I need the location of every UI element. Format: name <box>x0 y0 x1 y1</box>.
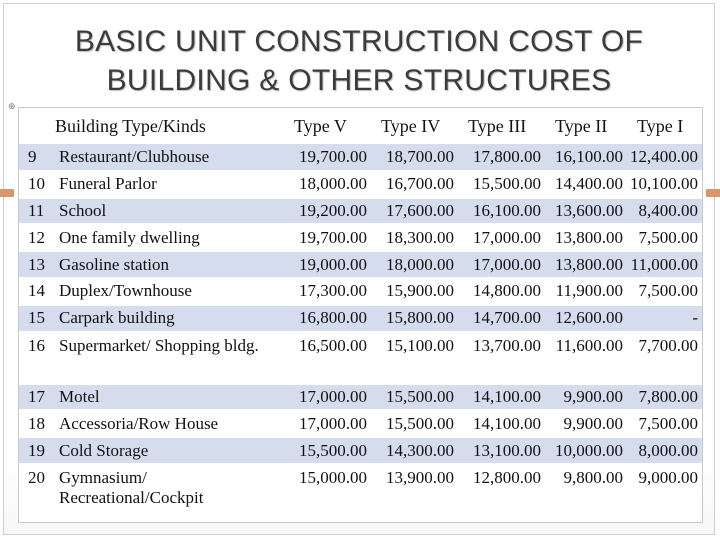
cost-type-iii: 14,700.00 <box>458 305 545 332</box>
table-container <box>18 107 703 523</box>
cost-type-ii: 14,400.00 <box>545 171 627 198</box>
move-handle-icon[interactable]: ⊕ <box>8 102 16 112</box>
building-kind: Cold Storage <box>59 437 284 464</box>
cost-type-iv: 13,900.00 <box>371 464 458 516</box>
row-number: 14 <box>19 278 59 305</box>
header-type-iii: Type III <box>468 115 527 136</box>
cost-type-v: 15,500.00 <box>284 437 371 464</box>
cost-type-v: 15,000.00 <box>284 464 371 516</box>
cost-type-v: 18,000.00 <box>284 171 371 198</box>
cost-type-ii: 9,900.00 <box>545 410 627 437</box>
header-type-ii: Type II <box>555 115 608 136</box>
cost-type-i: 8,400.00 <box>627 198 702 225</box>
building-kind: Accessoria/Row House <box>59 410 284 437</box>
cost-type-iv: 15,800.00 <box>371 305 458 332</box>
title-line-1: BASIC UNIT CONSTRUCTION COST OF <box>74 25 644 58</box>
cost-type-i: 11,000.00 <box>627 251 702 278</box>
building-kind: Gymnasium/ Recreational/Cockpit <box>59 464 284 516</box>
cost-type-iii: 14,100.00 <box>458 384 545 411</box>
building-kind: Duplex/Townhouse <box>59 278 284 305</box>
cost-type-iii: 14,800.00 <box>458 278 545 305</box>
cost-type-iii: 17,000.00 <box>458 224 545 251</box>
cost-type-ii: 11,600.00 <box>545 332 627 384</box>
cost-type-i: 7,800.00 <box>627 384 702 411</box>
cost-type-iv: 15,500.00 <box>371 384 458 411</box>
cost-type-i: 7,500.00 <box>627 410 702 437</box>
table-row <box>19 278 702 305</box>
cost-type-ii: 13,600.00 <box>545 198 627 225</box>
row-number: 20 <box>19 464 59 516</box>
cost-type-iii: 16,100.00 <box>458 198 545 225</box>
row-number: 19 <box>19 437 59 464</box>
cost-type-i: 8,000.00 <box>627 437 702 464</box>
cost-type-i: 12,400.00 <box>627 144 702 171</box>
table-row <box>19 144 702 171</box>
cost-type-ii: 13,800.00 <box>545 251 627 278</box>
cost-type-iv: 18,300.00 <box>371 224 458 251</box>
cost-type-iv: 15,100.00 <box>371 332 458 384</box>
cost-type-v: 16,800.00 <box>284 305 371 332</box>
cost-type-iv: 17,600.00 <box>371 198 458 225</box>
row-number: 18 <box>19 410 59 437</box>
cost-type-v: 19,000.00 <box>284 251 371 278</box>
slide-title <box>14 22 704 100</box>
cost-type-ii: 11,900.00 <box>545 278 627 305</box>
cost-type-i: 7,500.00 <box>627 224 702 251</box>
table-row <box>19 224 702 251</box>
table-row <box>19 198 702 225</box>
cost-type-ii: 16,100.00 <box>545 144 627 171</box>
header-building-type: Building Type/Kinds <box>55 115 206 136</box>
table-body <box>19 144 702 516</box>
title-line-2: BUILDING & OTHER STRUCTURES <box>106 64 612 97</box>
row-number: 17 <box>19 384 59 411</box>
building-kind: Supermarket/ Shopping bldg. <box>59 332 284 384</box>
cost-type-iv: 15,900.00 <box>371 278 458 305</box>
cost-type-ii: 9,800.00 <box>545 464 627 516</box>
row-number: 16 <box>19 332 59 384</box>
building-kind: Carpark building <box>59 305 284 332</box>
cost-type-v: 19,200.00 <box>284 198 371 225</box>
cost-type-ii: 10,000.00 <box>545 437 627 464</box>
cost-type-i: 9,000.00 <box>627 464 702 516</box>
cost-type-iii: 15,500.00 <box>458 171 545 198</box>
cost-type-iii: 14,100.00 <box>458 410 545 437</box>
cost-type-ii: 9,900.00 <box>545 384 627 411</box>
row-number: 9 <box>19 144 59 171</box>
cost-type-v: 17,300.00 <box>284 278 371 305</box>
left-edge-marker <box>0 189 14 197</box>
cost-type-iv: 15,500.00 <box>371 410 458 437</box>
cost-table <box>19 108 702 516</box>
right-edge-marker <box>706 189 720 197</box>
row-number: 10 <box>19 171 59 198</box>
cost-type-iv: 18,000.00 <box>371 251 458 278</box>
building-kind: Gasoline station <box>59 251 284 278</box>
building-kind: Restaurant/Clubhouse <box>59 144 284 171</box>
row-number: 11 <box>19 198 59 225</box>
cost-type-v: 16,500.00 <box>284 332 371 384</box>
cost-type-v: 17,000.00 <box>284 384 371 411</box>
building-kind: One family dwelling <box>59 224 284 251</box>
table-row <box>19 464 702 516</box>
table-row <box>19 410 702 437</box>
cost-type-ii: 13,800.00 <box>545 224 627 251</box>
cost-type-iv: 14,300.00 <box>371 437 458 464</box>
cost-type-i: 7,500.00 <box>627 278 702 305</box>
cost-type-iii: 17,000.00 <box>458 251 545 278</box>
cost-type-iii: 17,800.00 <box>458 144 545 171</box>
header-type-i: Type I <box>637 115 684 136</box>
table-row <box>19 305 702 332</box>
cost-type-iii: 12,800.00 <box>458 464 545 516</box>
cost-type-i: 7,700.00 <box>627 332 702 384</box>
cost-type-iii: 13,700.00 <box>458 332 545 384</box>
table-row <box>19 251 702 278</box>
table-header-row <box>19 108 702 144</box>
cost-type-ii: 12,600.00 <box>545 305 627 332</box>
header-type-iv: Type IV <box>381 115 441 136</box>
table-row <box>19 384 702 411</box>
cost-type-i: - <box>627 305 702 332</box>
cost-type-v: 19,700.00 <box>284 224 371 251</box>
building-kind: Motel <box>59 384 284 411</box>
cost-type-i: 10,100.00 <box>627 171 702 198</box>
table-row <box>19 171 702 198</box>
table-row <box>19 437 702 464</box>
table-row <box>19 332 702 384</box>
cost-type-iv: 18,700.00 <box>371 144 458 171</box>
row-number: 13 <box>19 251 59 278</box>
cost-type-v: 17,000.00 <box>284 410 371 437</box>
row-number: 12 <box>19 224 59 251</box>
building-kind: Funeral Parlor <box>59 171 284 198</box>
header-type-v: Type V <box>294 115 347 136</box>
cost-type-v: 19,700.00 <box>284 144 371 171</box>
cost-type-iv: 16,700.00 <box>371 171 458 198</box>
building-kind: School <box>59 198 284 225</box>
row-number: 15 <box>19 305 59 332</box>
cost-type-iii: 13,100.00 <box>458 437 545 464</box>
